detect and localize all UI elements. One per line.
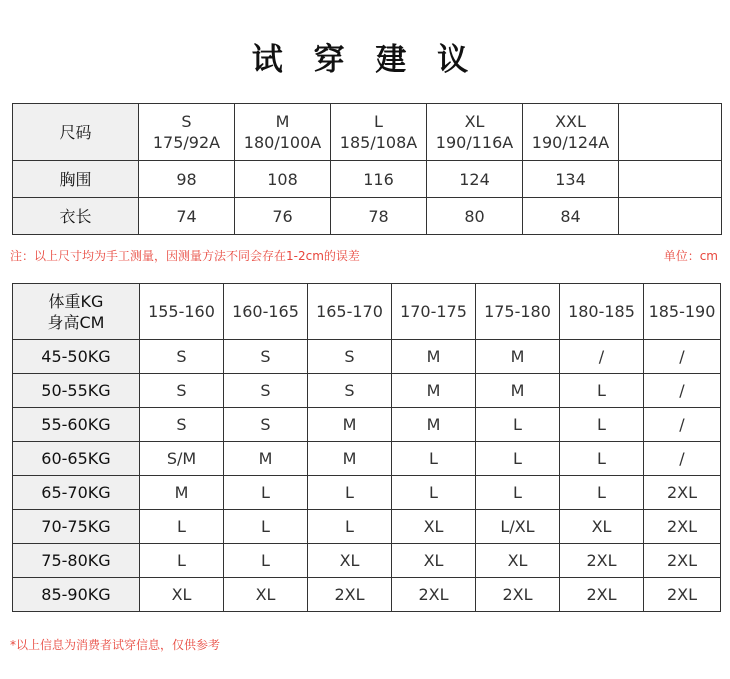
table-cell: L [560, 374, 644, 408]
size-col-header [427, 104, 523, 161]
height-col-header: 155-160 [140, 284, 224, 340]
size-col-header [139, 104, 235, 161]
height-col-header: 180-185 [560, 284, 644, 340]
table-cell: L [308, 510, 392, 544]
table-cell: / [644, 340, 721, 374]
size-spec: 190/116A [435, 133, 514, 152]
table-row [13, 374, 721, 408]
height-col-header: 160-165 [224, 284, 308, 340]
table-row [13, 510, 721, 544]
weight-row-label: 70-75KG [13, 510, 140, 544]
table-cell: 74 [139, 198, 235, 235]
table-cell: L [560, 408, 644, 442]
size-col-header [331, 104, 427, 161]
weight-row-label: 75-80KG [13, 544, 140, 578]
empty-cell [619, 104, 722, 161]
table-cell: M [140, 476, 224, 510]
table-cell: L [224, 476, 308, 510]
table-cell: 2XL [308, 578, 392, 612]
table-cell: 2XL [392, 578, 476, 612]
weight-row-label: 45-50KG [13, 340, 140, 374]
table-cell: M [308, 408, 392, 442]
table-cell: M [224, 442, 308, 476]
table-cell: 134 [523, 161, 619, 198]
table-cell: / [560, 340, 644, 374]
table-cell: XL [476, 544, 560, 578]
fit-header-row [13, 284, 721, 340]
weight-row-label: 65-70KG [13, 476, 140, 510]
weight-row-label: 60-65KG [13, 442, 140, 476]
table-cell: S [224, 374, 308, 408]
weight-row-label: 85-90KG [13, 578, 140, 612]
table-cell: S [140, 408, 224, 442]
table-cell: S [224, 340, 308, 374]
height-axis-label: 身高CM [47, 312, 105, 332]
table-cell: M [476, 374, 560, 408]
row-label: 衣长 [13, 198, 139, 235]
size-spec: 175/92A [152, 133, 221, 152]
table-cell: M [392, 340, 476, 374]
table-cell: XL [224, 578, 308, 612]
empty-cell [619, 198, 722, 235]
table-cell: S [308, 374, 392, 408]
table-row [13, 198, 722, 235]
table-cell: XL [392, 510, 476, 544]
table-cell: 2XL [560, 544, 644, 578]
size-col-header [523, 104, 619, 161]
table-cell: XL [308, 544, 392, 578]
table-cell: XL [392, 544, 476, 578]
table-cell: 2XL [476, 578, 560, 612]
size-col-header [235, 104, 331, 161]
fit-recommendation-table [12, 283, 721, 612]
table-cell: 80 [427, 198, 523, 235]
size-spec: 180/100A [243, 133, 322, 152]
table-cell: 2XL [560, 578, 644, 612]
size-code: XL [464, 112, 485, 131]
table-cell: L [140, 510, 224, 544]
table-row [13, 340, 721, 374]
weight-row-label: 55-60KG [13, 408, 140, 442]
table-cell: 2XL [644, 510, 721, 544]
table-cell: 2XL [644, 544, 721, 578]
table-cell: L [476, 476, 560, 510]
footer-note: *以上信息为消费者试穿信息，仅供参考 [10, 638, 221, 652]
table-cell: L [476, 442, 560, 476]
table-row [13, 161, 722, 198]
table-cell: 76 [235, 198, 331, 235]
size-code: S [181, 112, 192, 131]
height-col-header: 170-175 [392, 284, 476, 340]
table-cell: 2XL [644, 476, 721, 510]
table-cell: L [224, 544, 308, 578]
measurement-note: 注：以上尺寸均为手工测量，因测量方法不同会存在1-2cm的误差 [10, 249, 360, 263]
table-cell: L [392, 442, 476, 476]
table-cell: 108 [235, 161, 331, 198]
table-cell: L [560, 442, 644, 476]
table-cell: M [476, 340, 560, 374]
height-col-header: 165-170 [308, 284, 392, 340]
size-spec: 190/124A [531, 133, 610, 152]
table-row [13, 442, 721, 476]
table-cell: S [140, 374, 224, 408]
table-cell: L [392, 476, 476, 510]
empty-cell [619, 161, 722, 198]
row-label: 胸围 [13, 161, 139, 198]
table-cell: L [140, 544, 224, 578]
page-title: 试 穿 建 议 [251, 42, 479, 78]
table-cell: L [224, 510, 308, 544]
table-cell: 116 [331, 161, 427, 198]
weight-axis-label: 体重KG [48, 291, 104, 311]
size-chart-table [12, 103, 722, 235]
table-cell: S [140, 340, 224, 374]
table-cell: / [644, 442, 721, 476]
table-row [13, 408, 721, 442]
table-cell: L [308, 476, 392, 510]
table-cell: S [308, 340, 392, 374]
table-cell: S [224, 408, 308, 442]
size-code: L [374, 112, 383, 131]
table-cell: 78 [331, 198, 427, 235]
table-cell: M [308, 442, 392, 476]
table-cell: M [392, 408, 476, 442]
height-col-header: 175-180 [476, 284, 560, 340]
size-header-label: 尺码 [13, 104, 139, 161]
table-cell: XL [560, 510, 644, 544]
table-cell: 84 [523, 198, 619, 235]
height-col-header: 185-190 [644, 284, 721, 340]
unit-note: 单位：cm [663, 249, 718, 263]
table-cell: L/XL [476, 510, 560, 544]
table-cell: XL [140, 578, 224, 612]
table-row [13, 476, 721, 510]
table-cell: 124 [427, 161, 523, 198]
size-spec: 185/108A [339, 133, 418, 152]
table-cell: / [644, 408, 721, 442]
size-code: XXL [555, 112, 586, 131]
table-cell: / [644, 374, 721, 408]
size-code: M [275, 112, 290, 131]
table-cell: M [392, 374, 476, 408]
table-row [13, 578, 721, 612]
table-cell: L [476, 408, 560, 442]
size-header-row [13, 104, 722, 161]
corner-header [13, 284, 140, 340]
table-cell: S/M [140, 442, 224, 476]
table-cell: L [560, 476, 644, 510]
weight-row-label: 50-55KG [13, 374, 140, 408]
table-row [13, 544, 721, 578]
table-cell: 98 [139, 161, 235, 198]
table-cell: 2XL [644, 578, 721, 612]
